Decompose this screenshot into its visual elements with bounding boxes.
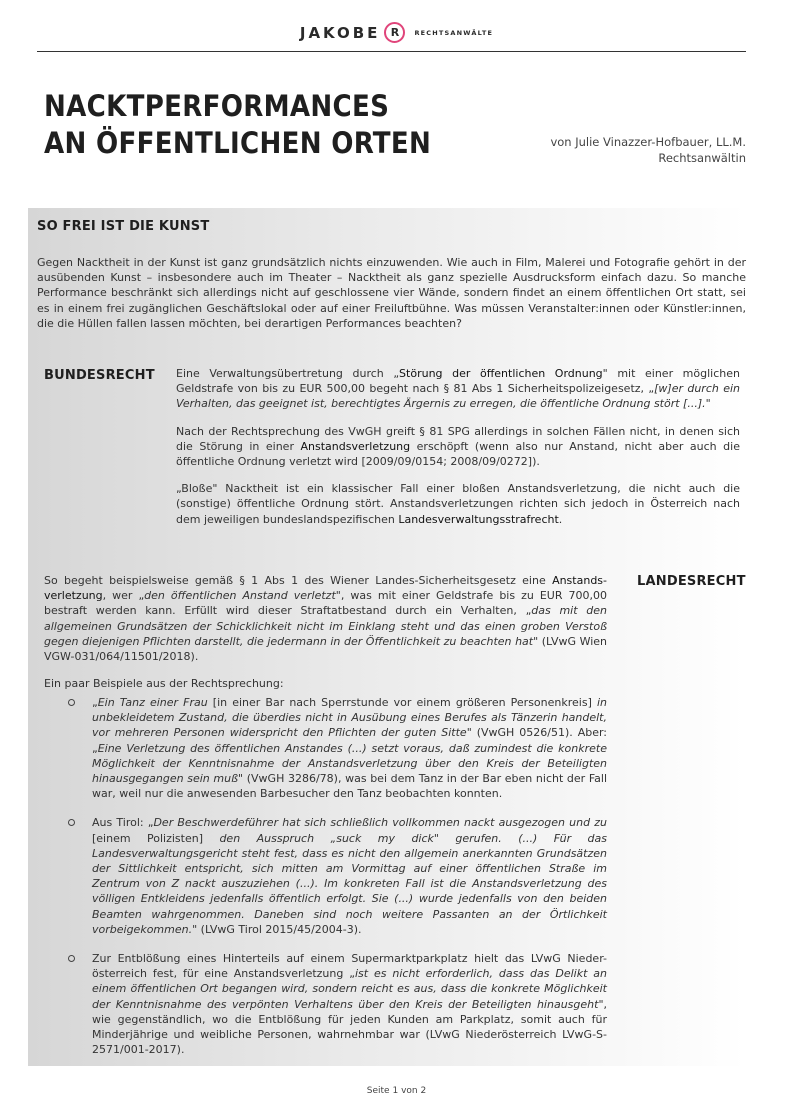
examples-list bbox=[44, 695, 607, 1071]
bundesrecht-heading: BUNDESRECHT bbox=[44, 368, 155, 383]
bullet-circle-icon bbox=[68, 819, 75, 826]
landesrecht-heading: LANDESRECHT bbox=[637, 574, 746, 589]
author-name: von Julie Vinazzer-Hofbauer, LL.M. bbox=[550, 135, 746, 149]
bundesrecht-paragraph-3: „Bloße" Nacktheit ist ein klassischer Fall einer bloßen Anstandsverletzung, die nicht auch die (sonstige) öffentliche Ordnung stört. Anstandsverletzungen richten sich jedoch in Österreich nach dem jeweiligen bundeslandspezifischen Landesverwaltungsstrafrecht. bbox=[176, 482, 740, 526]
logo-subtitle: RECHTSANWÄLTE bbox=[414, 28, 494, 37]
page-number: 1 bbox=[392, 1086, 399, 1096]
logo-r-badge: R bbox=[384, 22, 405, 43]
intro-heading: SO FREI IST DIE KUNST bbox=[37, 219, 210, 234]
bundesrecht-paragraph-2: Nach der Rechtsprechung des VwGH greift § 81 SPG allerdings in solchen Fällen nicht, in denen sich die Störung in einer Anstandsverletzung erschöpft (wenn also nur Anstand, nicht aber auch die öffentliche Ordnung verletzt wird [2009/09/0154; 2008/09/0272]). bbox=[176, 424, 740, 469]
bullet-circle-icon bbox=[68, 955, 75, 962]
logo bbox=[0, 22, 793, 43]
page-footer: Seite 1 von 2 bbox=[366, 1086, 427, 1096]
list-item: Aus Tirol: „Der Beschwerdeführer hat sich schließlich vollkommen nackt ausgezogen und zu [einem Polizisten] den Ausspruch „suck my dick" gerufen. (...) Für das Landesverwaltungsgericht steht fest, dass es nicht den allgemein anerkannten Grundsätzen der Sittlichkeit entspricht, sich mitten am Vormittag auf einer öffentlichen Straße im Zentrum von Z nackt auszuziehen (...). Im konkreten Fall ist die Anstandsverletzung des völligen Entkleidens jedenfalls öffentlich erfolgt. Sie (...) wurde jedenfalls von den beiden Beamten wahrgenommen. Daneben sind noch weitere Passanten an der Örtlichkeit vorbeigekommen." (LVwG Tirol 2015/45/2004-3). bbox=[44, 815, 607, 937]
header-divider bbox=[37, 51, 746, 52]
title-line-1: NACKTPERFORMANCES bbox=[44, 89, 390, 123]
logo-word: JAKOBE bbox=[299, 23, 381, 42]
page-title bbox=[44, 88, 431, 162]
title-line-2: AN ÖFFENTLICHEN ORTEN bbox=[44, 126, 432, 160]
landesrecht-body bbox=[44, 573, 607, 703]
list-item: Zur Entblößung eines Hinterteils auf einem Supermarktparkplatz hielt das LVwG Nieder-österreich fest, für eine Anstandsverletzung „ist es nicht erforderlich, dass das Delikt an einem öffentlichen Ort begangen wird, sondern reicht es aus, dass die konkrete Möglichkeit der Kenntnisnahme des verpönten Verhaltens über den Kreis der Beteiligten hinausgeht", wie gegenständlich, wo die Entblößung für jeden Kunden am Parkplatz, somit auch für Minderjährige und weibliche Personen, wahrnehmbar war (LVwG Niederösterreich LVwG-S-2571/001-2017). bbox=[44, 951, 607, 1057]
intro-text: Gegen Nacktheit in der Kunst ist ganz grundsätzlich nichts einzuwenden. Wie auch in Film, Malerei und Fotografie gehört in der ausübenden Kunst – insbesondere auch im Theater – Nacktheit als ganz spezielle Ausdrucksform einfach dazu. So manche Performance beschränkt sich allerdings nicht auf geschlossene vier Wände, sondern findet an einem öffentlichen Ort statt, sei es in einem frei zugänglichen Geschäftslokal oder auf einer Freiluftbühne. Was müssen Veranstalter:innen oder Künstler:innen, die die Hüllen fallen lassen möchten, bei derartigen Performances beachten? bbox=[37, 256, 746, 330]
landesrecht-paragraph-2: Ein paar Beispiele aus der Rechtsprechung: bbox=[44, 677, 284, 691]
page-total: 2 bbox=[420, 1086, 427, 1096]
list-item: „Ein Tanz einer Frau [in einer Bar nach Sperrstunde vor einem größeren Personenkreis] in unbekleidetem Zustand, die überdies nicht in Ausübung eines Berufes als Tänzerin handelt, vor mehreren Personen widerspricht den Pflichten der guten Sitte" (VwGH 0526/51). Aber: „Eine Verletzung des öffentlichen Anstandes (...) setzt voraus, daß zumindest die konkrete Möglichkeit der Kenntnisnahme der Anstandsverletzung über den Kreis der Beteiligten hinausgegangen sein muß" (VwGH 3286/78), was bei dem Tanz in der Bar eben nicht der Fall war, weil nur die anwesenden Barbesucher den Tanz beobachten konnten. bbox=[44, 695, 607, 801]
landesrecht-paragraph-1: So begeht beispielsweise gemäß § 1 Abs 1 des Wiener Landes-Sicherheitsgesetz eine Anstands-verletzung, wer „den öffentlichen Anstand verletzt", was mit einer Geldstrafe bis zu EUR 700,00 bestraft werden kann. Erfüllt wird dieser Straftatbestand durch ein Verhalten, „das mit den allgemeinen Grundsätzen der Schicklichkeit nicht im Einklang steht und das einen groben Verstoß gegen diejenigen Pflichten darstellt, die jedermann in der Öffentlichkeit zu beachten hat" (LVwG Wien VGW-031/064/11501/2018). bbox=[44, 574, 608, 664]
bundesrecht-body bbox=[176, 366, 740, 539]
bundesrecht-paragraph-1: Eine Verwaltungsübertretung durch „Störung der öffentlichen Ordnung" mit einer möglichen Geldstrafe von bis zu EUR 500,00 begeht nach § 81 Abs 1 Sicherheitspolizeigesetz, „[w]er durch ein Verhalten, das geeignet ist, berechtigtes Ärgernis zu erregen, die öffentliche Ordnung stört [...]." bbox=[176, 367, 741, 411]
author-role: Rechtsanwältin bbox=[658, 151, 746, 165]
bullet-circle-icon bbox=[68, 699, 75, 706]
author-block bbox=[550, 134, 746, 166]
